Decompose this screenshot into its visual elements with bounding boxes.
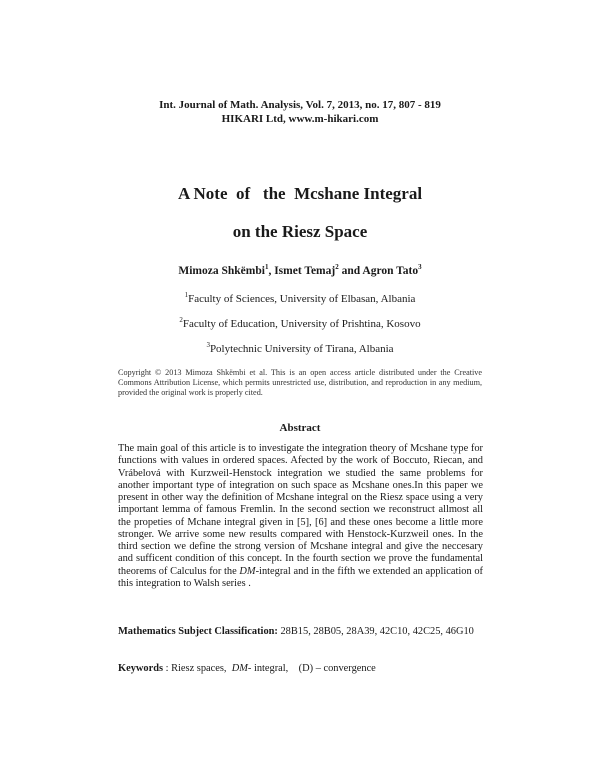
affiliation-mark: 2 bbox=[179, 316, 183, 324]
affiliation-text: Faculty of Education, University of Prishtina, Kosovo bbox=[182, 318, 421, 330]
author-name: Ismet Temaj bbox=[274, 265, 336, 277]
copyright-notice: Copyright © 2013 Mimoza Shkëmbi et al. This is an open access article distributed under the Creative Commons Attribution License, which permits unrestricted use, distribution, and reproduction in any medium, provided the original work is properly cited. bbox=[118, 368, 482, 397]
affiliation-text: Polytechnic University of Tirana, Albania bbox=[209, 343, 394, 355]
keywords bbox=[118, 662, 483, 675]
abstract-body bbox=[118, 443, 483, 590]
abstract-heading: Abstract bbox=[279, 422, 321, 434]
abstract-text: The main goal of this article is to investigate the integration theory of Mcshane type for functions with values in ordered spaces. Afected by the work of Boccuto, Riecan, and Vrábelová with Kurzweil-Henstock integration we studied the same problems for another important type of integration on such space as Mcshane ones.In this paper we present in other way the definition of Mcshane integral on the Riesz space using a very important lemma of famous Fremlin. In the second section we reconstruct allmost all the propeties of Mchane integral given in [5], [6] and these ones become a little more stronger. We arrive some new results compared with Henstock-Kurzweil ones. In the third section we define the strong version of Mcshane integral and give the neccesary and sufficent condition of this concept. In the fourth section we prove the fundamental theorems of Calculus for the bbox=[118, 443, 483, 577]
affiliation-mark: 3 bbox=[206, 341, 210, 349]
msc-classification bbox=[118, 625, 483, 638]
journal-header bbox=[0, 98, 600, 126]
affiliation bbox=[0, 343, 600, 355]
paper-title-line-1: A Note of the Mcshane Integral bbox=[177, 184, 423, 203]
keywords-text: : Riesz spaces, bbox=[163, 663, 232, 674]
msc-value: 28B15, 28B05, 28A39, 42C10, 42C25, 46G10 bbox=[277, 626, 474, 637]
affiliation bbox=[0, 293, 600, 305]
author-separator: , bbox=[268, 265, 275, 277]
author-name: Mimoza Shkëmbi bbox=[178, 265, 265, 277]
author-affiliation-mark: 2 bbox=[335, 263, 339, 271]
affiliation-mark: 1 bbox=[184, 291, 189, 299]
paper-title-line-2: on the Riesz Space bbox=[232, 222, 368, 241]
publisher-line: HIKARI Ltd, www.m-hikari.com bbox=[221, 113, 379, 125]
keywords-text: - integral, (D) – convergence bbox=[247, 663, 376, 674]
affiliation-text: Faculty of Sciences, University of Elbasan, Albania bbox=[188, 293, 416, 305]
affiliation bbox=[0, 318, 600, 330]
abstract-italic-term: DM bbox=[239, 565, 256, 577]
author-name: Agron Tato bbox=[362, 265, 419, 277]
author-list bbox=[0, 265, 600, 277]
keywords-label: Keywords bbox=[118, 663, 164, 674]
author-affiliation-mark: 1 bbox=[264, 263, 269, 271]
keywords-italic-term: DM bbox=[231, 663, 248, 674]
author-affiliation-mark: 3 bbox=[418, 263, 422, 271]
abstract-text: -integral and in the fifth we extended an application of this integration to Walsh series . bbox=[118, 565, 483, 589]
journal-citation: Int. Journal of Math. Analysis, Vol. 7, 2013, no. 17, 807 - 819 bbox=[159, 99, 441, 111]
msc-label: Mathematics Subject Classification: bbox=[118, 626, 278, 637]
author-separator: and bbox=[338, 265, 363, 277]
